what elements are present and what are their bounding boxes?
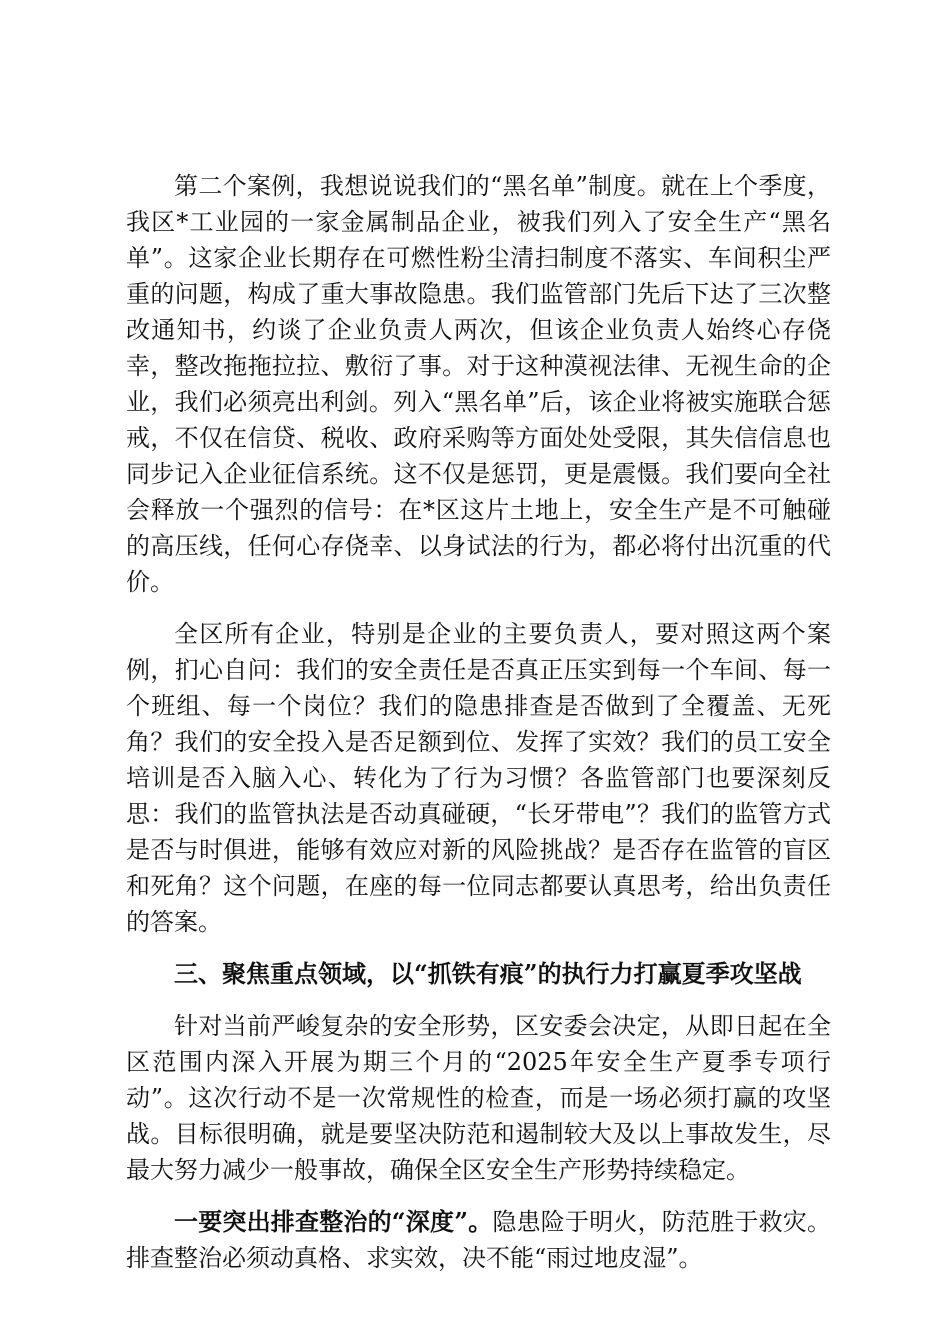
- paragraph-blacklist-case: [126, 168, 831, 600]
- paragraph-depth-point: [126, 1204, 831, 1276]
- paragraph-summer-campaign: [126, 1008, 831, 1188]
- heading-text: 三、聚焦重点领域，以“抓铁有痕”的执行力打赢夏季攻坚战: [174, 959, 802, 988]
- paragraph-self-reflection: [126, 616, 831, 940]
- paragraph-text: 针对当前严峻复杂的安全形势，区安委会决定，从即日起在全区范围内深入开展为期三个月的“2025年安全生产夏季专项行动”。这次行动不是一次常规性的检查，而是一场必须打赢的攻坚战。目标很明确，就是要坚决防范和遏制较大及以上事故发生，尽最大努力减少一般事故，确保全区安全生产形势持续稳定。: [126, 1012, 831, 1184]
- section-heading: [126, 956, 831, 992]
- paragraph-lead: 一要突出排查整治的“深度”。: [174, 1207, 493, 1236]
- document-page: [126, 168, 831, 1276]
- paragraph-text: 全区所有企业，特别是企业的主要负责人，要对照这两个案例，扪心自问：我们的安全责任是否真正压实到每一个车间、每一个班组、每一个岗位？我们的隐患排查是否做到了全覆盖、无死角？我们的安全投入是否足额到位、发挥了实效？我们的员工安全培训是否入脑入心、转化为了行为习惯？各监管部门也要深刻反思：我们的监管执法是否动真碰硬，“长牙带电”？我们的监管方式是否与时俱进，能够有效应对新的风险挑战？是否存在监管的盲区和死角？这个问题，在座的每一位同志都要认真思考，给出负责任的答案。: [126, 620, 831, 936]
- paragraph-text: 第二个案例，我想说说我们的“黑名单”制度。就在上个季度，我区*工业园的一家金属制品企业，被我们列入了安全生产“黑名单”。这家企业长期存在可燃性粉尘清扫制度不落实、车间积尘严重的问题，构成了重大事故隐患。我们监管部门先后下达了三次整改通知书，约谈了企业负责人两次，但该企业负责人始终心存侥幸，整改拖拖拉拉、敷衍了事。对于这种漠视法律、无视生命的企业，我们必须亮出利剑。列入“黑名单”后，该企业将被实施联合惩戒，不仅在信贷、税收、政府采购等方面处处受限，其失信信息也同步记入企业征信系统。这不仅是惩罚，更是震慑。我们要向全社会释放一个强烈的信号：在*区这片土地上，安全生产是不可触碰的高压线，任何心存侥幸、以身试法的行为，都必将付出沉重的代价。: [126, 172, 831, 596]
- paragraph-text: 隐患险于明火，防范胜于救灾。排查整治必须动真格、求实效，决不能“雨过地皮湿”。: [126, 1208, 832, 1272]
